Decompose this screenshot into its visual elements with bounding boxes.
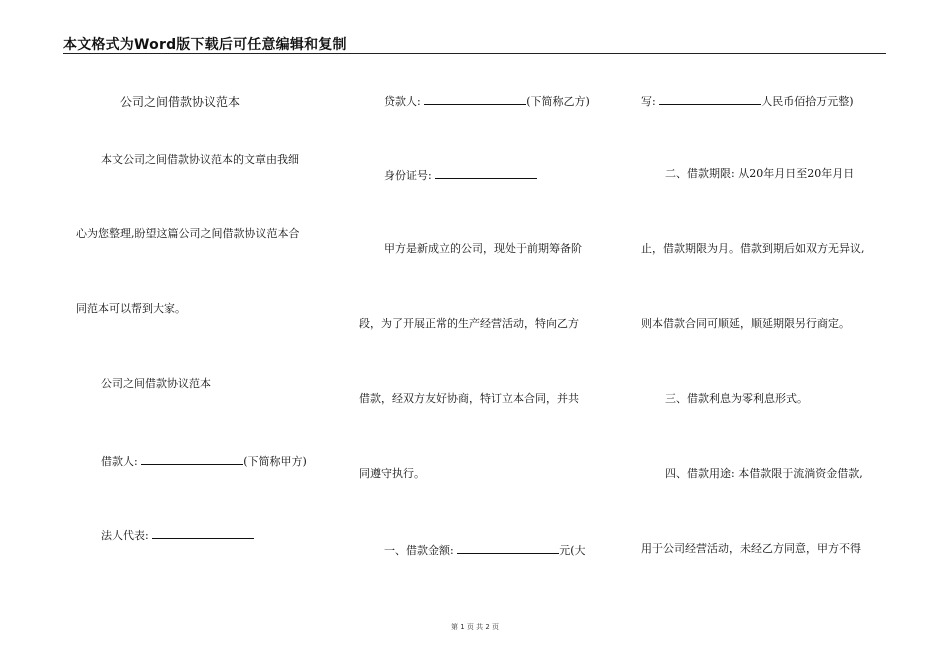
agreement-subtitle: 公司之间借款协议范本 — [101, 377, 211, 390]
lender-suffix: (下简称乙方) — [526, 95, 590, 108]
term-line-3: 则本借款合同可顺延，顺延期限另行商定。 — [641, 317, 850, 330]
legal-rep-label: 法人代表: — [101, 529, 149, 542]
borrower-blank[interactable] — [141, 453, 243, 465]
amount-suffix: 元(大 — [559, 544, 586, 557]
id-number-blank[interactable] — [435, 167, 537, 179]
intro-line-1: 本文公司之间借款协议范本的文章由我细 — [101, 153, 299, 166]
body-line-2: 段，为了开展正常的生产经营活动，特向乙方 — [359, 317, 579, 330]
document-title: 公司之间借款协议范本 — [120, 95, 241, 109]
id-number-label: 身份证号: — [384, 169, 432, 182]
id-number-line — [384, 167, 537, 183]
legal-rep-line — [101, 527, 254, 543]
lender-blank[interactable] — [424, 93, 526, 105]
borrower-line — [101, 453, 307, 469]
body-line-3: 借款，经双方友好协商，特订立本合同，并共 — [359, 392, 579, 405]
term-line-1: 二、借款期限: 从20年月日至20年月日 — [665, 167, 855, 180]
body-line-1: 甲方是新成立的公司，现处于前期筹备阶 — [384, 242, 582, 255]
amount-blank[interactable] — [457, 542, 559, 554]
document-header-title: 本文格式为Word版下载后可任意编辑和复制 — [63, 37, 347, 53]
amount-words-blank[interactable] — [659, 93, 761, 105]
borrower-label: 借款人: — [101, 455, 138, 468]
term-line-2: 止，借款期限为月。借款到期后如双方无异议, — [641, 242, 865, 255]
page-number: 第 1 页 共 2 页 — [450, 623, 500, 631]
interest-line: 三、借款利息为零利息形式。 — [665, 392, 808, 405]
header-divider — [63, 53, 886, 54]
use-line-2: 用于公司经营活动，未经乙方同意，甲方不得 — [641, 542, 861, 555]
intro-line-2: 心为您整理,盼望这篇公司之间借款协议范本合 — [76, 227, 300, 240]
body-line-4: 同遵守执行。 — [359, 467, 425, 480]
lender-label: 贷款人: — [384, 95, 421, 108]
intro-line-3: 同范本可以帮到大家。 — [76, 302, 186, 315]
legal-rep-blank[interactable] — [152, 527, 254, 539]
borrower-suffix: (下简称甲方) — [243, 455, 307, 468]
use-line-1: 四、借款用途: 本借款限于流淌资金借款, — [665, 467, 863, 480]
amount-label: 一、借款金额: — [384, 544, 454, 557]
amount-words-line — [641, 93, 854, 109]
amount-words-suffix: 人民币佰拾万元整) — [761, 95, 854, 108]
amount-words-prefix: 写: — [641, 95, 656, 108]
lender-line — [384, 93, 590, 109]
amount-line — [384, 542, 586, 558]
